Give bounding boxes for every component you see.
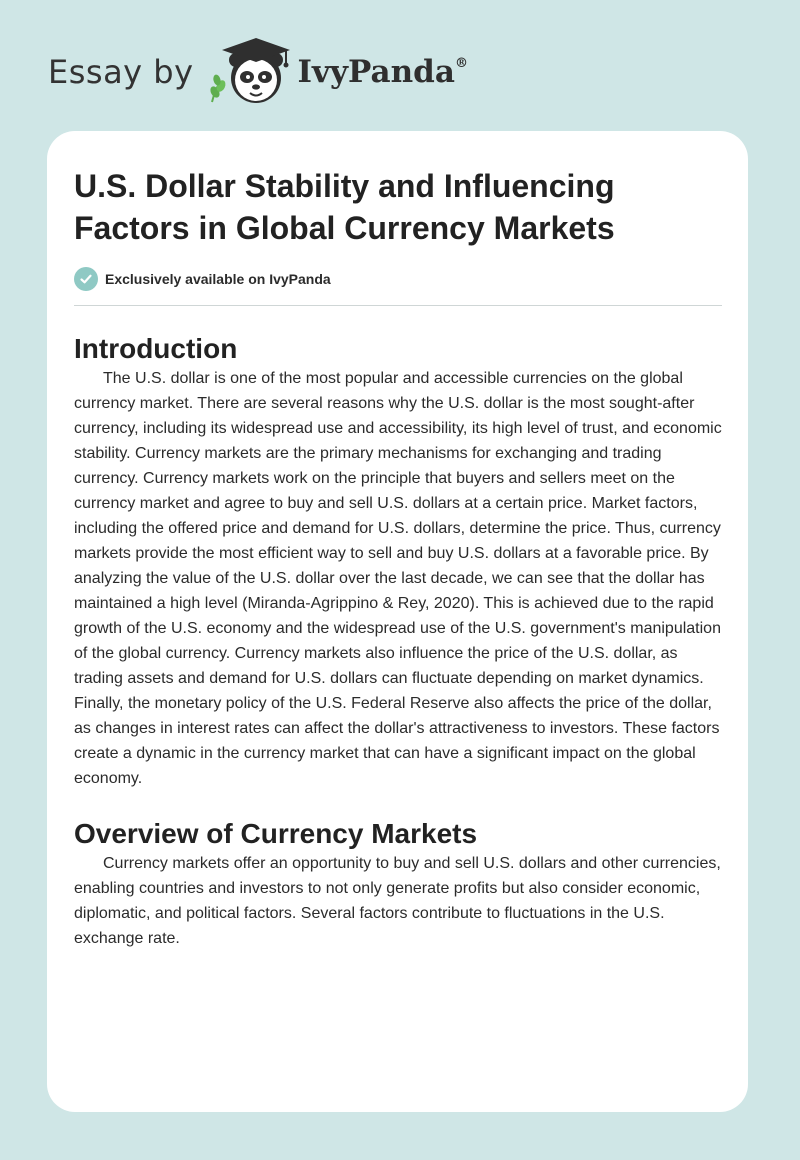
- section-heading-overview: Overview of Currency Markets: [74, 818, 478, 849]
- section-paragraph-overview: Currency markets offer an opportunity to buy and sell U.S. dollars and other currencies, enabling countries and investors to not only generate profits but also consider economic, diplomatic, and political factors. Several factors contribute to fluctuations in the U.S. exchange rate.: [74, 855, 721, 947]
- registered-mark: ®: [454, 56, 468, 71]
- exclusive-badge: [74, 267, 722, 291]
- essay-card: [47, 131, 748, 1112]
- divider: [74, 305, 722, 306]
- exclusive-badge-label: Exclusively available on IvyPanda: [105, 271, 331, 287]
- brand-header: [48, 32, 468, 112]
- panda-graduate-icon: [208, 36, 294, 108]
- essay-title: U.S. Dollar Stability and Influencing Factors in Global Currency Markets: [74, 168, 615, 246]
- section-paragraph-introduction: The U.S. dollar is one of the most popular and accessible currencies on the global currency market. There are several reasons why the U.S. dollar is the most sought-after currency, including its widespread use and accessibility, its high level of trust, and economic stability. Currency markets are the primary mechanisms for exchanging and trading currency. Currency markets work on the principle that buyers and sellers meet on the currency market and agree to buy and sell U.S. dollars at a certain price. Market factors, including the offered price and demand for U.S. dollars, determine the price. Thus, currency markets provide the most efficient way to sell and buy U.S. dollars at a favorable price. By analyzing the value of the U.S. dollar over the last decade, we can see that the dollar has maintained a high level (Miranda-Agrippino & Rey, 2020). This is achieved due to the rapid growth of the U.S. economy and the widespread use of the U.S. government's manipulation of the global currency. Currency markets also influence the price of the U.S. dollar, as trading assets and demand for U.S. dollars can fluctuate depending on market dynamics. Finally, the monetary policy of the U.S. Federal Reserve also affects the price of the dollar, as changes in interest rates can affect the dollar's attractiveness to investors. These factors create a dynamic in the currency market that can have a significant impact on the global economy.: [74, 370, 722, 787]
- brand-prefix: Essay by: [48, 53, 194, 91]
- section-heading-introduction: Introduction: [74, 333, 238, 364]
- brand-name: IvyPanda®: [297, 54, 468, 90]
- check-circle-icon: [74, 267, 98, 291]
